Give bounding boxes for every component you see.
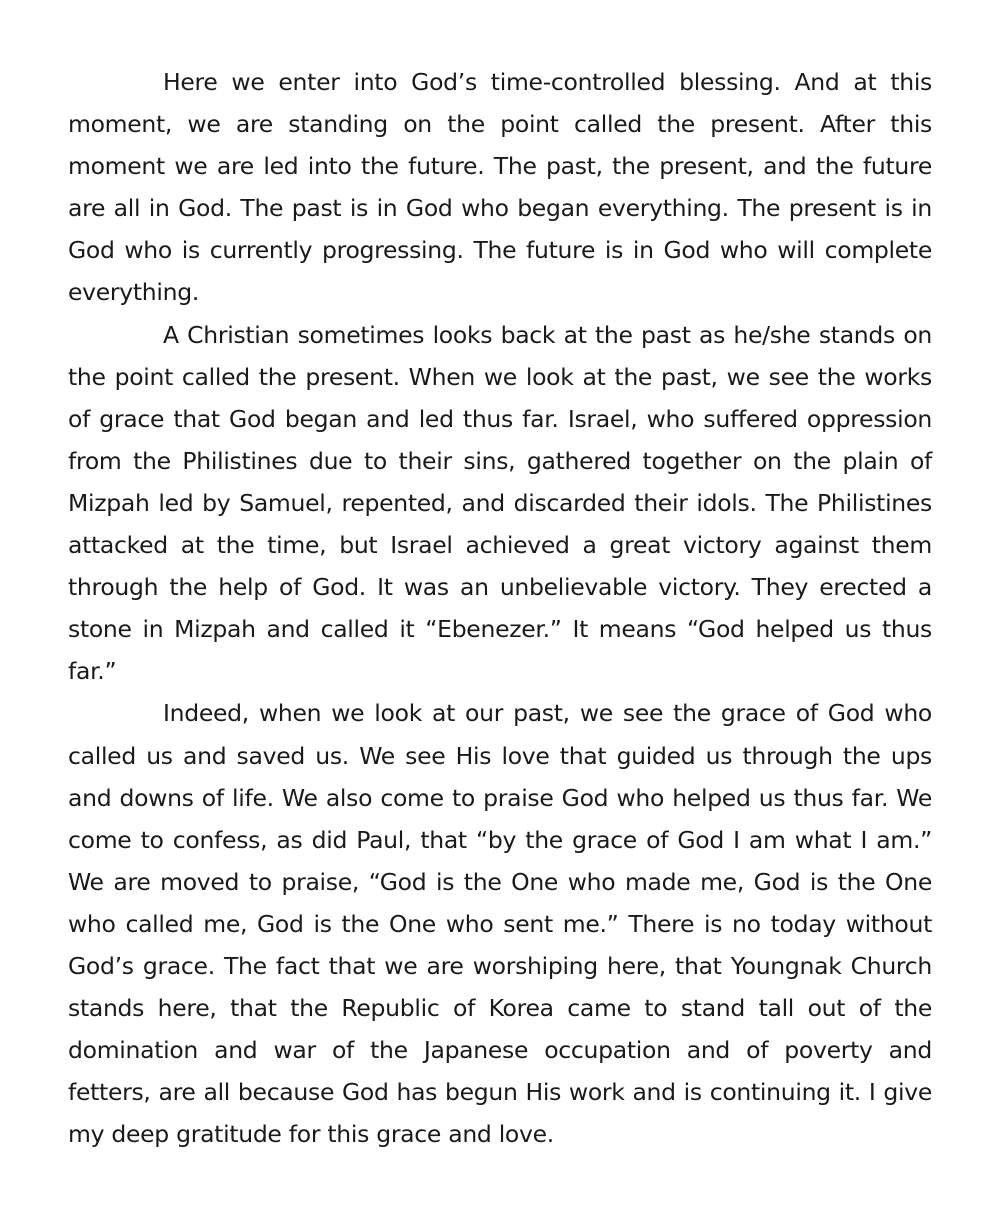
document-page (68, 61, 932, 1155)
paragraph-1: Here we enter into God’s time-controlled blessing. And at this moment, we are standing on the point called the present. After this moment we are led into the future. The past, the present, and the future are all in God. The past is in God who began everything. The present is in God who is currently progressing. The future is in God who will complete everything. (68, 68, 932, 307)
paragraph-2: A Christian sometimes looks back at the past as he/she stands on the point called the present. When we look at the past, we see the works of grace that God began and led thus far. Israel, who suffered oppression from the Philistines due to their sins, gathered together on the plain of Mizpah led by Samuel, repented, and discarded their idols. The Philistines attacked at the time, but Israel achieved a great victory against them through the help of God. It was an unbelievable victory. They erected a stone in Mizpah and called it “Ebenezer.” It means “God helped us thus far.” (68, 320, 932, 686)
paragraph-3: Indeed, when we look at our past, we see the grace of God who called us and saved us. We see His love that guided us through the ups and downs of life. We also come to praise God who helped us thus far. We come to confess, as did Paul, that “by the grace of God I am what I am.” We are moved to praise, “God is the One who made me, God is the One who called me, God is the One who sent me.” There is no today without God’s grace. The fact that we are worshiping here, that Youngnak Church stands here, that the Republic of Korea came to stand tall out of the domination and war of the Japanese occupation and of poverty and fetters, are all because God has begun His work and is continuing it. I give my deep gratitude for this grace and love. (68, 699, 932, 1149)
